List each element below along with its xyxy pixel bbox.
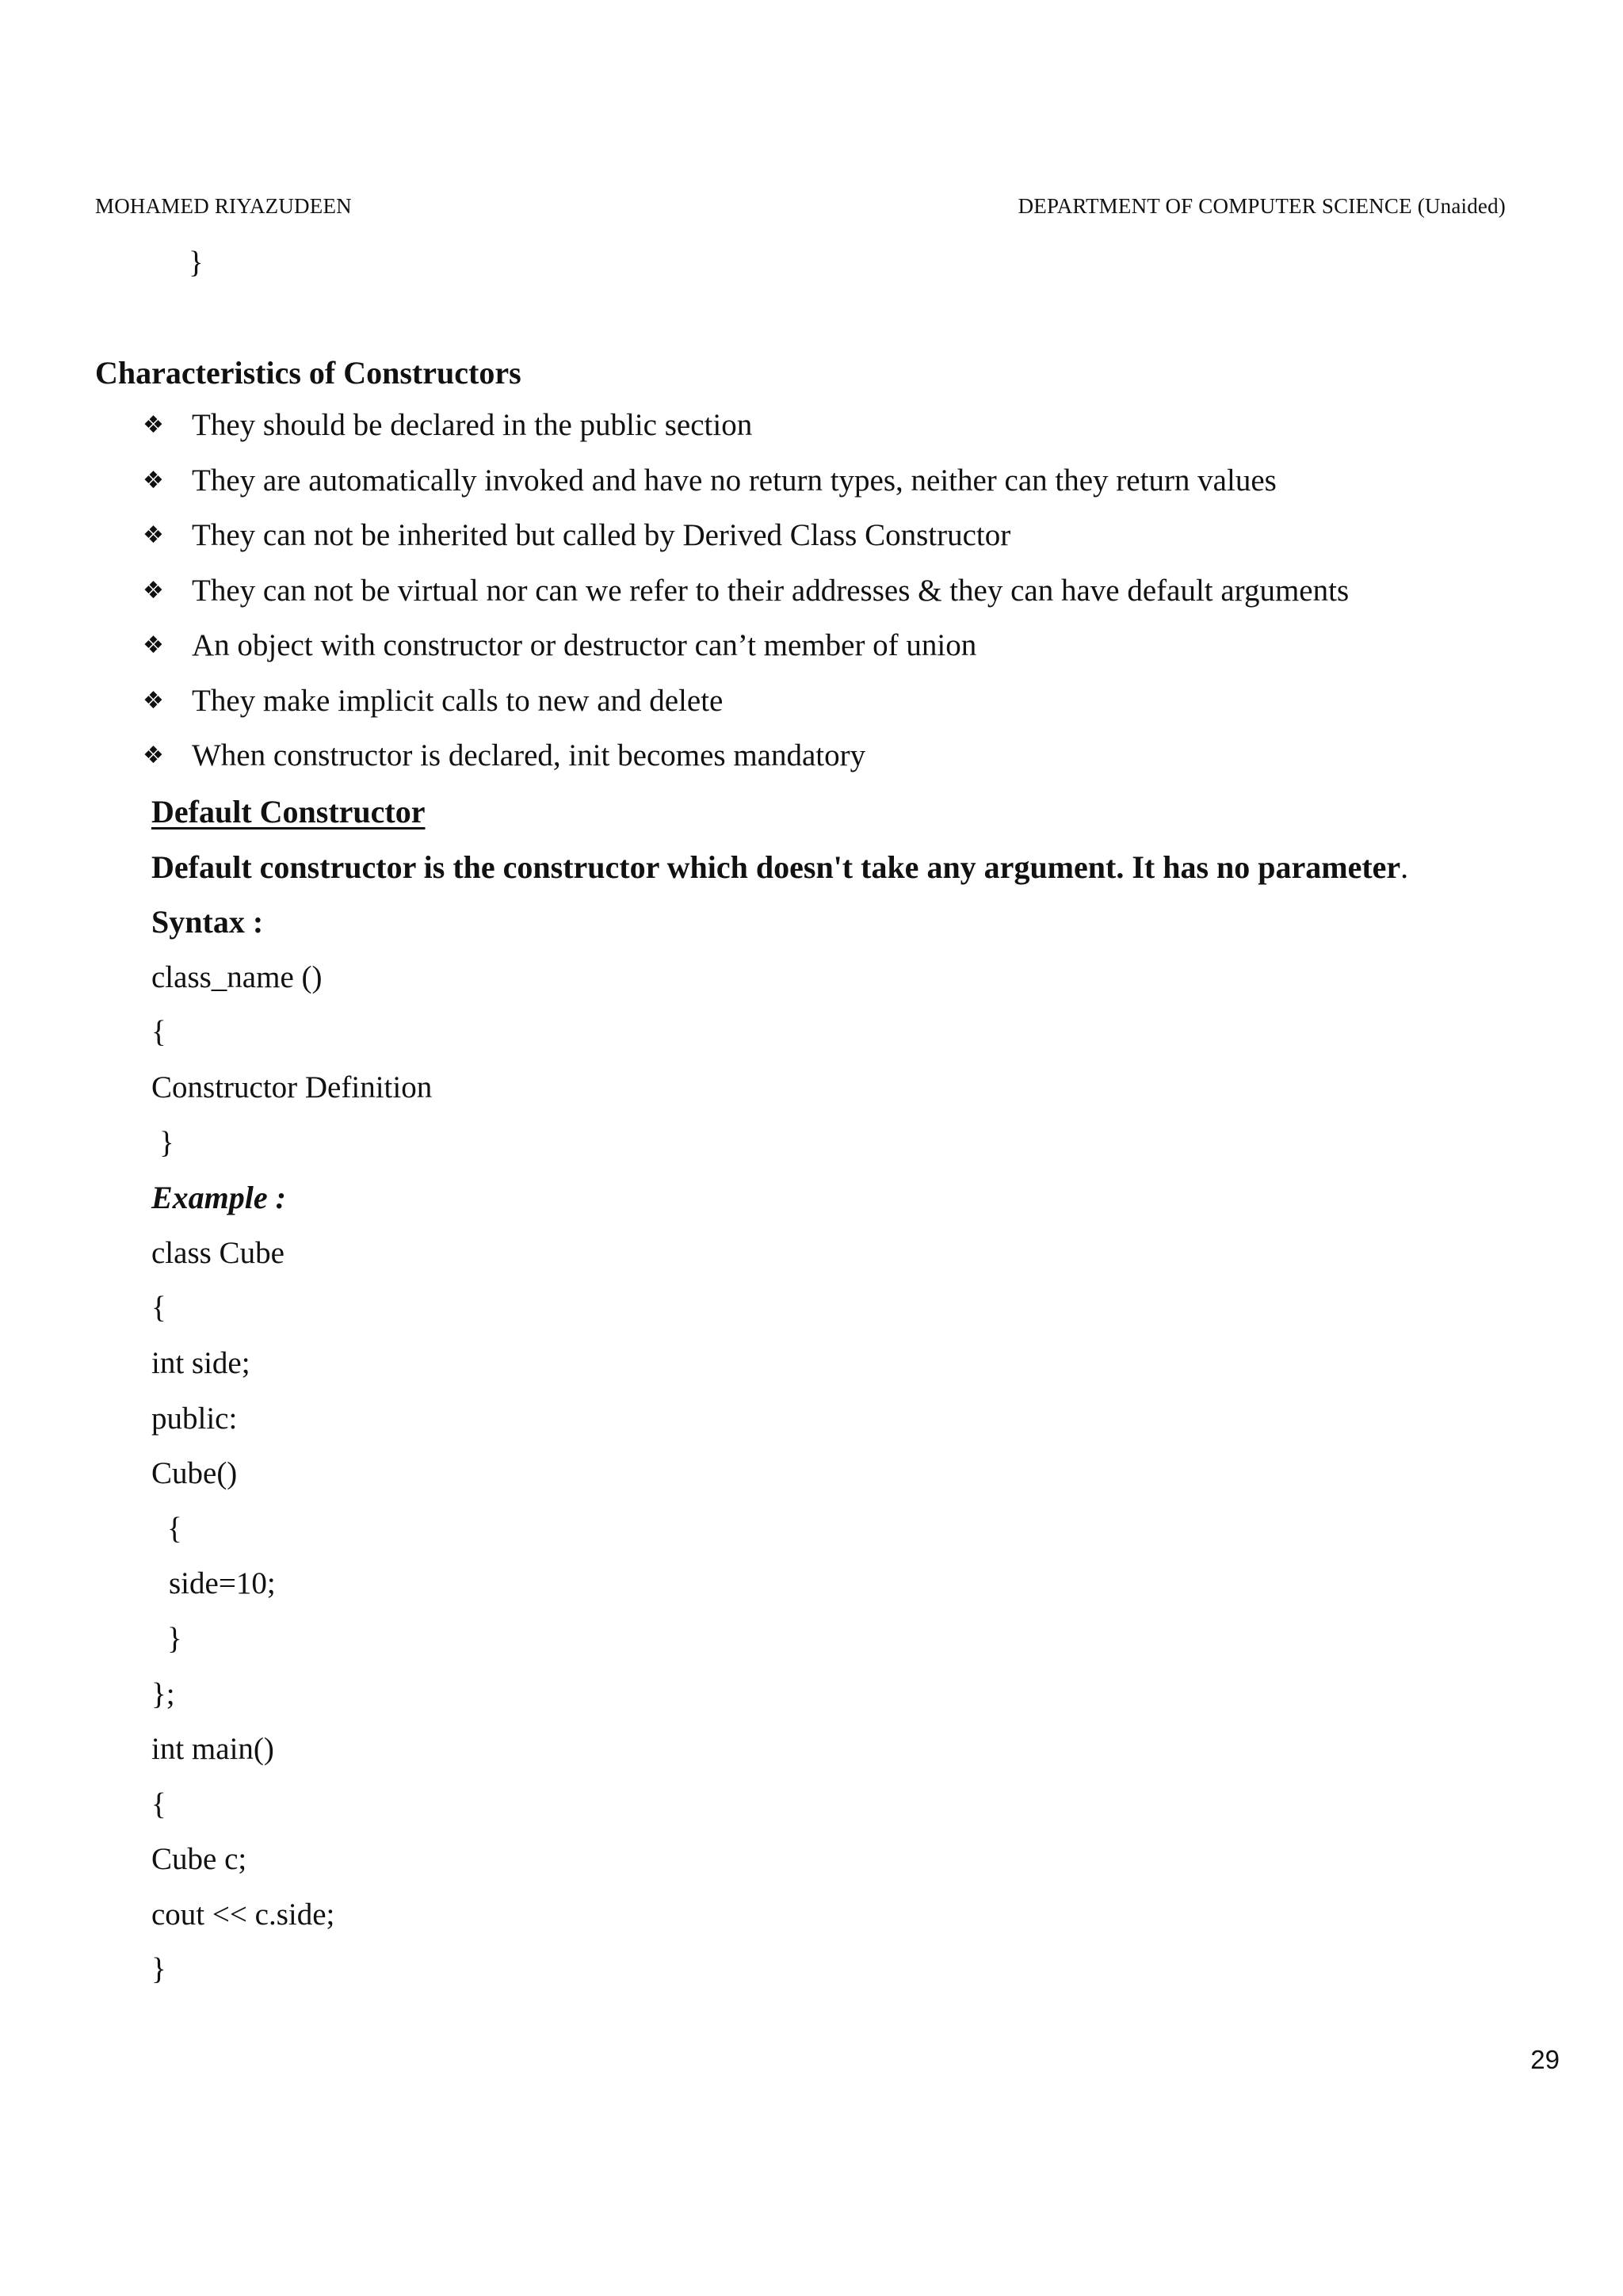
list-item-text: They are automatically invoked and have no return types, neither can they return values [192,463,1277,498]
diamond-bullet-icon: ❖ [143,521,164,549]
code-line: class Cube [151,1235,285,1270]
syntax-line: } [159,1125,174,1160]
syntax-label: Syntax : [151,904,264,940]
diamond-bullet-icon: ❖ [143,742,164,769]
diamond-bullet-icon: ❖ [143,631,164,659]
list-item [143,684,1349,739]
code-line: cout << c.side; [151,1897,335,1932]
code-line: { [151,1291,166,1325]
diamond-bullet-icon: ❖ [143,466,164,494]
characteristics-list [143,408,1349,794]
list-item [143,408,1349,463]
list-item-text: They can not be inherited but called by Derived Class Constructor [192,518,1011,552]
subheading-default-constructor: Default Constructor [151,794,426,830]
code-line: side=10; [169,1566,276,1601]
list-item [143,628,1349,684]
section-title-characteristics: Characteristics of Constructors [95,355,521,391]
list-item-text: They can not be virtual nor can we refer to their addresses & they can have default arguments [192,573,1350,608]
list-item [143,518,1349,574]
code-line: int side; [151,1345,250,1380]
list-item [143,463,1349,519]
list-item-text: An object with constructor or destructor can’t member of union [192,628,977,662]
list-item [143,738,1349,794]
code-line: Cube c; [151,1842,247,1877]
code-line: { [151,1787,166,1821]
code-line: }; [151,1676,175,1711]
diamond-bullet-icon: ❖ [143,576,164,605]
list-item-text: They should be declared in the public section [192,408,753,442]
list-item-text: They make implicit calls to new and delete [192,683,724,718]
list-item-text: When constructor is declared, init becomes mandatory [192,738,866,772]
code-closing-brace: } [189,246,204,280]
header-author: MOHAMED RIYAZUDEEN [95,194,352,218]
code-line: } [167,1621,182,1656]
default-constructor-section [151,795,1408,2008]
code-line: public: [151,1401,238,1436]
diamond-bullet-icon: ❖ [143,411,164,439]
example-label: Example : [151,1180,286,1216]
header-department: DEPARTMENT OF COMPUTER SCIENCE (Unaided) [1018,194,1506,218]
syntax-line: class_name () [151,959,323,994]
code-line: int main() [151,1732,274,1767]
definition-text [151,850,1408,906]
syntax-line: { [151,1015,166,1050]
diamond-bullet-icon: ❖ [143,686,164,715]
definition-period: . [1400,849,1409,885]
syntax-line: Constructor Definition [151,1070,433,1104]
list-item [143,574,1349,629]
definition-body: Default constructor is the constructor which doesn't take any argument. It has no parameter [151,849,1401,885]
code-line: Cube() [151,1456,238,1491]
code-line: } [151,1952,166,1987]
page-number: 29 [1530,2045,1560,2074]
code-line: { [167,1511,182,1546]
